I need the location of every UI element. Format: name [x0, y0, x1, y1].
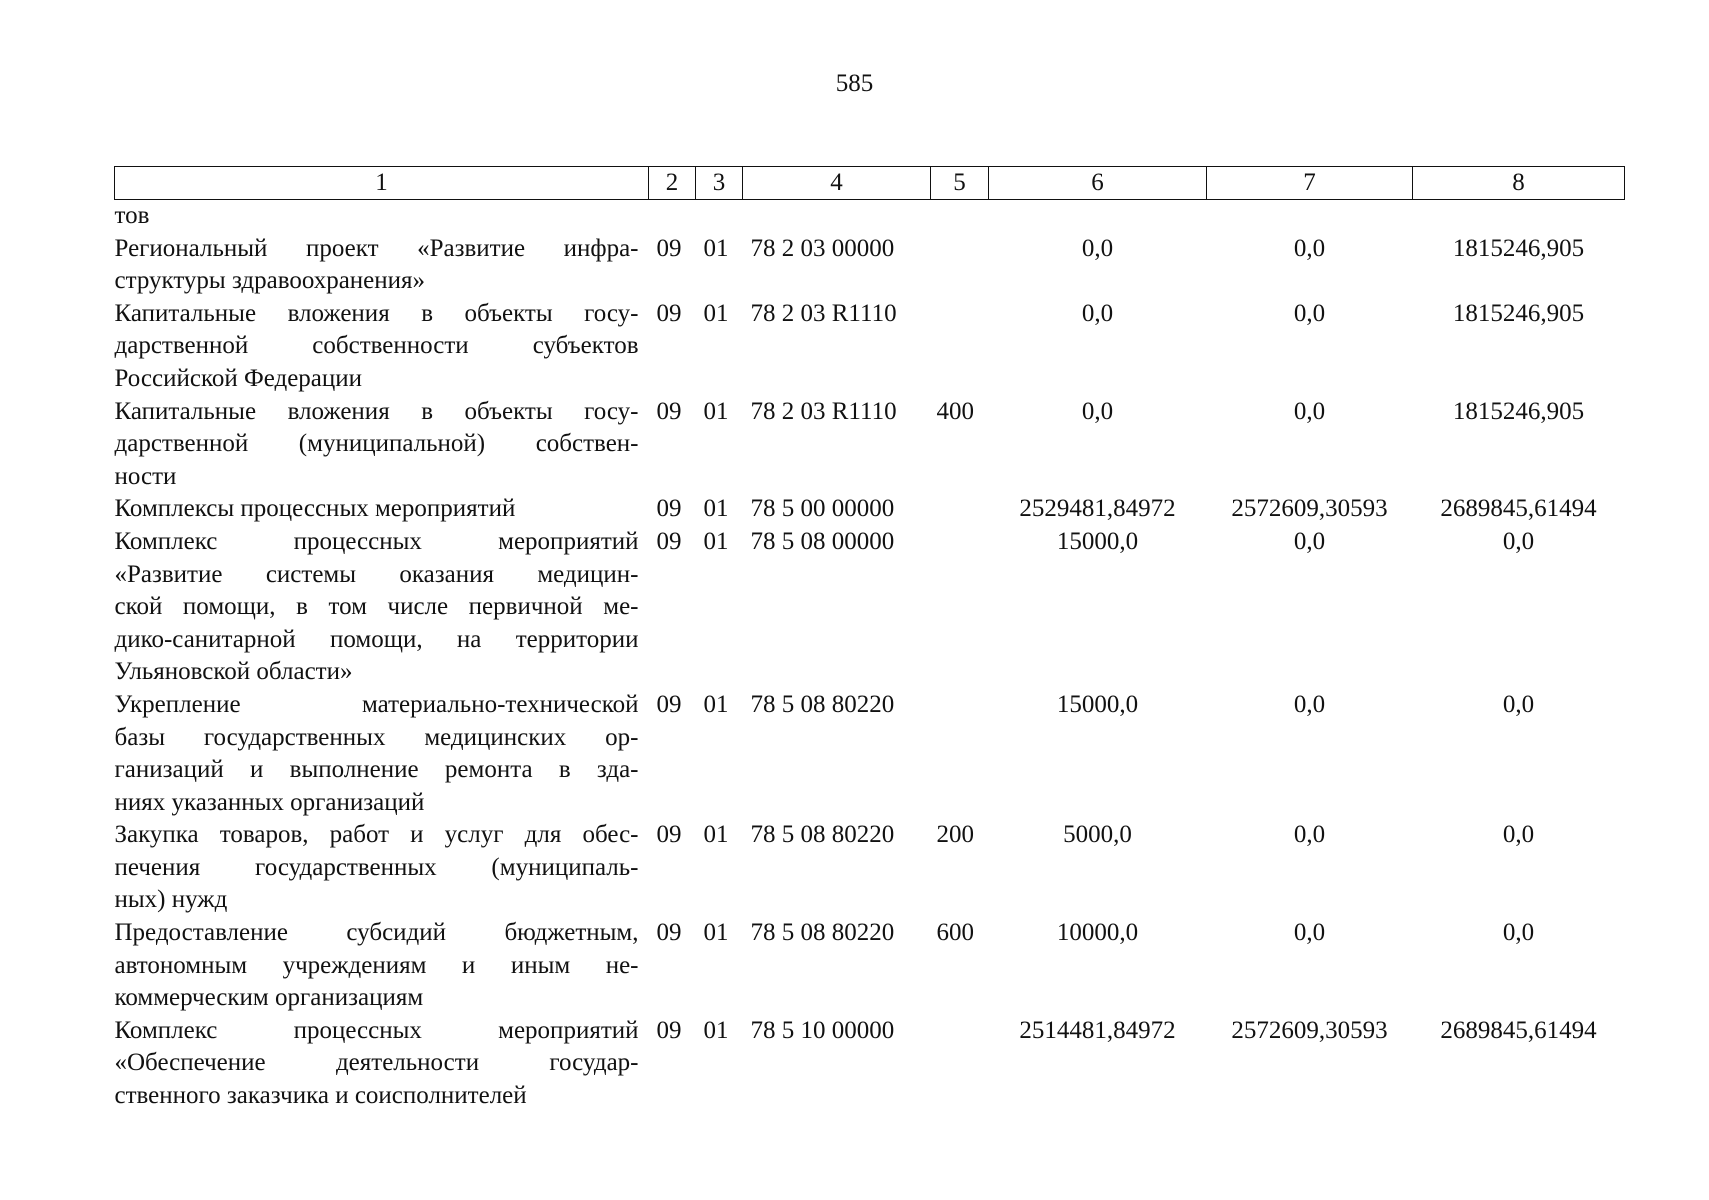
section-code-cell: 09	[656, 821, 682, 849]
target-article-cell: 78 2 03 R1110	[750, 397, 897, 425]
table-row	[115, 526, 1625, 689]
row-name-cell	[115, 1015, 649, 1113]
expense-type-cell	[931, 526, 989, 689]
row-name-line: Капитальные вложения в объекты госу-	[114, 299, 639, 327]
row-name-line: Предоставление субсидий бюджетным,	[114, 919, 639, 947]
amount-col-8-cell	[1413, 200, 1625, 233]
amount-col-8-cell: 1815246,905	[1452, 299, 1585, 327]
header-col-4: 4	[743, 167, 931, 200]
amount-col-8-cell: 0,0	[1502, 919, 1535, 947]
budget-table	[114, 166, 1625, 1113]
amount-col-7-cell: 0,0	[1293, 919, 1326, 947]
row-name-line: дарственной (муниципальной) собствен-	[114, 430, 639, 458]
section-code-cell: 09	[656, 690, 682, 718]
expense-type-cell: 400	[936, 397, 974, 425]
row-name-line: тов	[114, 202, 150, 229]
header-col-7: 7	[1207, 167, 1413, 200]
row-name-line: Комплекс процессных мероприятий	[114, 527, 639, 555]
row-name-line: Ульяновской области»	[114, 658, 353, 686]
section-code-cell: 09	[656, 299, 682, 327]
subsection-code-cell: 01	[703, 397, 729, 425]
amount-col-6-cell: 5000,0	[1063, 821, 1132, 849]
row-name-line: автономным учреждениям и иным не-	[114, 951, 639, 979]
row-name-line: Комплексы процессных мероприятий	[114, 495, 516, 523]
subsection-code-cell: 01	[703, 234, 729, 262]
row-name-line: «Развитие системы оказания медицин-	[114, 560, 639, 588]
row-name-cell	[115, 689, 649, 819]
table-row	[115, 917, 1625, 1015]
target-article-cell: 78 2 03 00000	[750, 234, 895, 262]
row-name-line: коммерческим организациям	[114, 984, 424, 1012]
header-col-1: 1	[115, 167, 649, 200]
header-row	[115, 167, 1625, 200]
table-row	[115, 1015, 1625, 1113]
section-code-cell	[649, 200, 696, 233]
amount-col-7-cell: 0,0	[1293, 690, 1326, 718]
table-row	[115, 396, 1625, 494]
amount-col-7-cell: 0,0	[1293, 234, 1326, 262]
row-name-line: Капитальные вложения в объекты госу-	[114, 397, 639, 425]
expense-type-cell: 200	[936, 821, 974, 849]
amount-col-7-cell: 0,0	[1293, 397, 1326, 425]
row-name-cell	[115, 396, 649, 494]
section-code-cell: 09	[656, 495, 682, 523]
subsection-code-cell: 01	[703, 821, 729, 849]
row-name-line: ственного заказчика и соисполнителей	[114, 1082, 527, 1110]
row-name-line: ниях указанных организаций	[114, 788, 425, 816]
header-col-8: 8	[1413, 167, 1625, 200]
target-article-cell: 78 5 10 00000	[750, 1016, 895, 1044]
table-header	[115, 167, 1625, 200]
amount-col-6-cell: 2529481,84972	[1019, 495, 1176, 523]
subsection-code-cell: 01	[703, 299, 729, 327]
row-name-line: дарственной собственности субъектов	[114, 332, 639, 360]
amount-col-6-cell	[989, 200, 1207, 233]
row-name-line: Закупка товаров, работ и услуг для обес-	[114, 821, 639, 849]
amount-col-8-cell: 2689845,61494	[1440, 495, 1597, 523]
amount-col-8-cell: 0,0	[1502, 821, 1535, 849]
expense-type-cell	[931, 298, 989, 396]
row-name-cell	[115, 298, 649, 396]
table-body	[115, 200, 1625, 1113]
amount-col-6-cell: 0,0	[1081, 299, 1114, 327]
row-name-cell	[115, 233, 649, 298]
row-name-line: ской помощи, в том числе первичной ме-	[114, 593, 639, 621]
subsection-code-cell: 01	[703, 527, 729, 555]
amount-col-6-cell: 0,0	[1081, 234, 1114, 262]
amount-col-7-cell: 2572609,30593	[1231, 1016, 1388, 1044]
amount-col-6-cell: 15000,0	[1056, 527, 1139, 555]
header-col-6: 6	[989, 167, 1207, 200]
row-name-line: структуры здравоохранения»	[114, 267, 426, 295]
subsection-code-cell	[696, 200, 743, 233]
amount-col-8-cell: 1815246,905	[1452, 234, 1585, 262]
target-article-cell: 78 5 08 80220	[750, 919, 895, 947]
row-name-line: ных) нужд	[114, 886, 228, 914]
subsection-code-cell: 01	[703, 690, 729, 718]
subsection-code-cell: 01	[703, 495, 729, 523]
row-name-line: печения государственных (муниципаль-	[114, 853, 639, 881]
target-article-cell: 78 2 03 R1110	[750, 299, 897, 327]
row-name-line: «Обеспечение деятельности государ-	[114, 1049, 639, 1077]
table-row	[115, 819, 1625, 917]
table-row	[115, 493, 1625, 526]
amount-col-8-cell: 1815246,905	[1452, 397, 1585, 425]
target-article-cell	[743, 200, 931, 233]
header-col-3: 3	[696, 167, 743, 200]
row-name-cell	[115, 917, 649, 1015]
amount-col-8-cell: 0,0	[1502, 527, 1535, 555]
amount-col-7-cell: 0,0	[1293, 299, 1326, 327]
amount-col-8-cell: 2689845,61494	[1440, 1016, 1597, 1044]
section-code-cell: 09	[656, 397, 682, 425]
table-row	[115, 689, 1625, 819]
expense-type-cell	[931, 1015, 989, 1113]
target-article-cell: 78 5 08 80220	[750, 821, 895, 849]
row-name-line: Комплекс процессных мероприятий	[114, 1016, 639, 1044]
page-number: 585	[835, 70, 874, 97]
target-article-cell: 78 5 00 00000	[750, 495, 895, 523]
target-article-cell: 78 5 08 80220	[750, 690, 895, 718]
amount-col-6-cell: 0,0	[1081, 397, 1114, 425]
subsection-code-cell: 01	[703, 919, 729, 947]
budget-table-container	[114, 166, 1625, 1113]
amount-col-8-cell: 0,0	[1502, 690, 1535, 718]
amount-col-7-cell: 2572609,30593	[1231, 495, 1388, 523]
expense-type-cell	[931, 233, 989, 298]
row-name-cell	[115, 493, 649, 526]
amount-col-7-cell: 0,0	[1293, 527, 1326, 555]
expense-type-cell	[931, 689, 989, 819]
amount-col-6-cell: 15000,0	[1056, 690, 1139, 718]
row-name-line: Российской Федерации	[114, 364, 363, 392]
table-row	[115, 233, 1625, 298]
row-name-line: Укрепление материально-технической	[114, 690, 639, 718]
target-article-cell: 78 5 08 00000	[750, 527, 895, 555]
amount-col-7-cell	[1207, 200, 1413, 233]
header-col-5: 5	[931, 167, 989, 200]
expense-type-cell	[931, 200, 989, 233]
row-name-line: дико-санитарной помощи, на территории	[114, 625, 639, 653]
row-name-line: базы государственных медицинских ор-	[114, 723, 639, 751]
section-code-cell: 09	[656, 234, 682, 262]
row-name-line: ности	[114, 462, 177, 490]
expense-type-cell: 600	[936, 919, 974, 947]
row-name-cell	[115, 526, 649, 689]
amount-col-6-cell: 10000,0	[1056, 919, 1139, 947]
section-code-cell: 09	[656, 1016, 682, 1044]
header-col-2: 2	[649, 167, 696, 200]
amount-col-7-cell: 0,0	[1293, 821, 1326, 849]
expense-type-cell	[931, 493, 989, 526]
subsection-code-cell: 01	[703, 1016, 729, 1044]
row-name-cell	[115, 819, 649, 917]
section-code-cell: 09	[656, 527, 682, 555]
row-name-cell	[115, 200, 649, 233]
table-row	[115, 298, 1625, 396]
amount-col-6-cell: 2514481,84972	[1019, 1016, 1176, 1044]
row-name-line: ганизаций и выполнение ремонта в зда-	[114, 756, 639, 784]
section-code-cell: 09	[656, 919, 682, 947]
row-name-line: Региональный проект «Развитие инфра-	[114, 234, 639, 262]
table-row	[115, 200, 1625, 233]
